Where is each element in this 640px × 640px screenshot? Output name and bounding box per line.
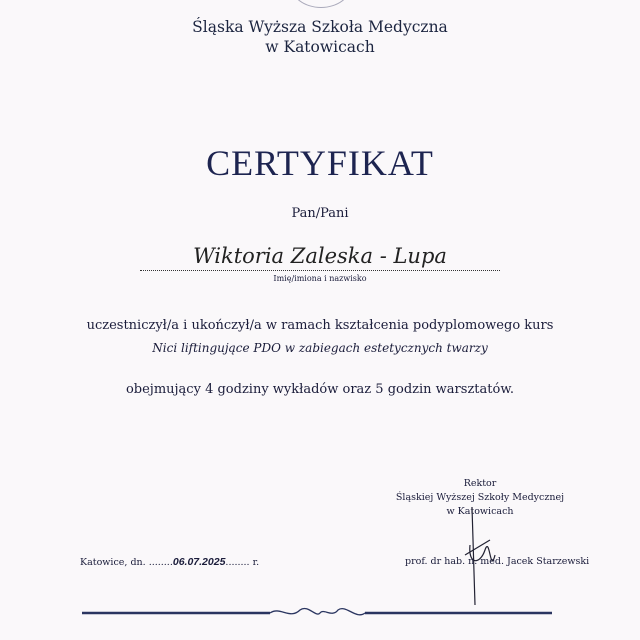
signatory-city: w Katowicach [446,506,514,517]
name-label: Imię/imiona i nazwisko [273,274,367,283]
ornament-divider [80,606,555,620]
institution-city: w Katowicach [265,38,375,56]
certificate-title: CERTYFIKAT [206,143,434,183]
signatory-name: prof. dr hab. n. med. Jacek Starzewski [405,556,590,567]
date-field: Katowice, dn. ........06.07.2025........ r. [80,556,260,568]
body-line-1: uczestniczył/a i ukończył/a w ramach kształcenia podyplomowego kurs [86,318,554,333]
recipient-name: Wiktoria Zaleska - Lupa [193,244,447,268]
date-value: 06.07.2025 [172,556,226,568]
course-name: Nici liftingujące PDO w zabiegach estetycznych twarzy [152,341,488,355]
institution-name: Śląska Wyższa Szkoła Medyczna [192,18,448,36]
date-prefix: Katowice, dn. [80,557,146,568]
salutation: Pan/Pani [291,206,349,221]
signatory-role: Rektor [463,478,497,489]
seal [290,0,352,8]
name-dotted-line [140,270,500,271]
date-suffix: r. [252,557,260,568]
body-line-3: obejmujący 4 godziny wykładów oraz 5 godzin warsztatów. [125,382,515,397]
signatory-org: Śląskiej Wyższej Szkoły Medycznej [395,492,565,503]
